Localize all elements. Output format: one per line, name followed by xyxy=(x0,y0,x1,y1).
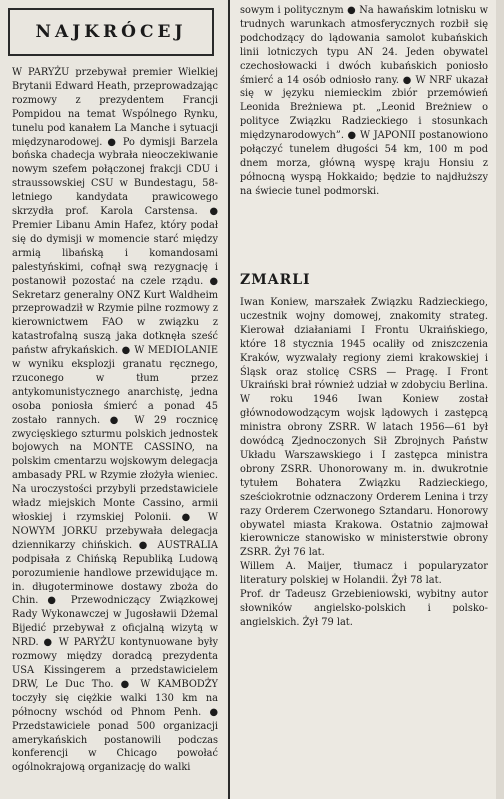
left-column xyxy=(0,0,226,799)
obituaries-header: ZMARLI xyxy=(240,272,311,288)
obituaries-text: Iwan Koniew, marszałek Związku Radzieckiego, uczestnik wojny domowej, znakomity strateg. Kierował działaniami I Frontu Ukraińskiego, które 18 stycznia 1945 ocaliły od zniszczenia Kraków, wyzwalały regiony ziemi krakowskiej i Śląsk oraz stolicę CSRS — Pragę. I Front Ukraiński brał również udział w zdobyciu Berlina. W roku 1946 Iwan Koniew został głównodowodzącym wojsk lądowych i zastępcą ministra obrony ZSRR. W latach 1956—61 był dowódcą Zjednoczonych Sił Zbrojnych Państw Układu Warszawskiego i I zastępca ministra obrony ZSRR. Uhonorowany m. in. dwukrotnie tytułem Bohatera Związku Radzieckiego, sześciokrotnie odznaczony Orderem Lenina i trzy razy Orderem Czerwonego Sztandaru. Honorowy obywatel miasta Krakowa. Ostatnio zajmował kierownicze stanowisko w ministerstwie obrony ZSRR. Żył 76 lat. Willem A. Maijer, tłumacz i popularyzator literatury polskiej w Holandii. Żył 78 lat. Prof. dr Tadeusz Grzebieniowski, wybitny autor słowników angielsko-polskich i polsko-angielskich. Żył 79 lat. xyxy=(240,297,488,628)
section-title: NAJKRÓCEJ xyxy=(35,22,187,42)
news-briefs-text: W PARYŻU przebywał premier Wielkiej Brytanii Edward Heath, przeprowadzając rozmowy z prezydentem Francji Pompidou na temat Wspólnego Rynku, tunelu pod kanałem La Manche i sytuacji międzynarodowej. ● Po dymisji Barzela bońska chadecja wybrała nieoczekiwanie nowym szefem połączonej frakcji CDU i straussowskiej CSU w Bundestagu, 58-letniego kandydata prawicowego skrzydła prof. Karola Carstensa. ● Premier Libanu Amin Hafez, który podał się do dymisji w momencie starć między armią libańską i komandosami palestyńskimi, cofnął swą rezygnację i postanowił pozostać na czele rządu. ● Sekretarz generalny ONZ Kurt Waldheim przeprowadził w Rzymie pilne rozmowy z kierownictwem FAO w związku z katastrofalną suszą jaka dotknęła sześć państw afrykańskich. ● W MEDIOLANIE w wyniku eksplozji granatu ręcznego, rzuconego w tłum przez antykomunistycznego anarchistę, jedna osoba poniosła śmierć a ponad 45 zostało rannych. ● W 29 rocznicę zwycięskiego szturmu polskich jednostek bojowych na MONTE CASSINO, na polskim cmentarzu wojskowym delegacja ambasady PRL w Rzymie złożyła wieniec. Na uroczystości przybyli przedstawiciele władz miejskich Monte Cassino, armii włoskiej i rzymskiej Polonii. ● W NOWYM JORKU przebywała delegacja dziennikarzy chińskich. ● AUSTRALIA podpisała z Chińską Republiką Ludową porozumienie handlowe przewidujące m. in. długoterminowe dostawy zboża do Chin. ● Przewodniczący Związkowej Rady Wykonawczej w Jugosławii Dżemal Bijedić przebywał z oficjalną wizytą w NRD. ● W PARYŻU kontynuowane były rozmowy między doradcą prezydenta USA Kissingerem a przedstawicielem DRW, Le Duc Tho. ● W KAMBODŻY toczyły się ciężkie walki 130 km na północny wschód od Phnom Penh. ● Przedstawiciele ponad 500 organizacji amerykańskich postanowili podczas konferencji w Chicago powołać ogólnokrajową organizację do walki xyxy=(12,67,218,774)
news-briefs-continued: sowym i politycznym ● Na hawańskim lotnisku w trudnych warunkach atmosferycznych rozbił się podchodzący do lądowania samolot kubańskich linii lotniczych typu AN 24. Jeden obywatel czechosłowacki i dwóch kubańskich poniosło śmierć a 14 osób odniosło rany. ● W NRF ukazał się w języku niemieckim zbiór przemówień Leonida Breżniewa pt. „Leonid Breżniew o polityce Związku Radzieckiego i stosunkach międzynarodowych”. ● W JAPONII postanowiono połączyć tunelem długości 54 km, 100 m pod dnem morza, główną wyspę kraju Honsiu z północną wyspą Hokkaido; będzie to najdłuższy na świecie tunel podmorski. xyxy=(240,5,488,197)
section-title-box xyxy=(8,8,214,56)
middle-column xyxy=(228,0,498,799)
right-column-edge xyxy=(496,0,504,799)
